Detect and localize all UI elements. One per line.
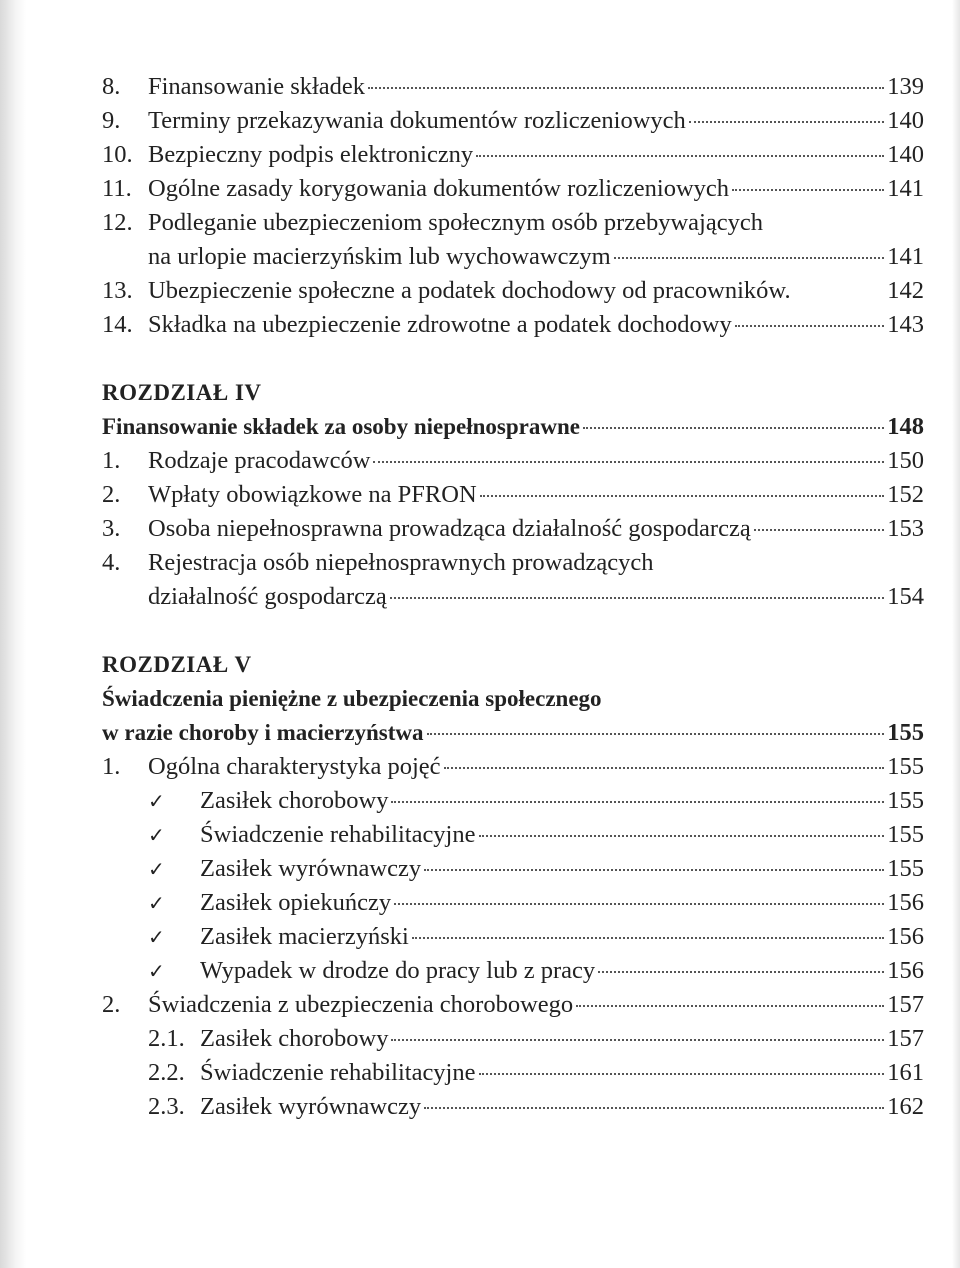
entry-page: 141 <box>887 175 924 202</box>
toc-subentry <box>102 1022 924 1056</box>
entry-title: Finansowanie składek <box>148 73 366 100</box>
toc-check-entry <box>102 784 924 818</box>
spacer <box>102 614 924 648</box>
toc-entry-continuation <box>102 240 924 274</box>
entry-number: 2. <box>102 481 121 508</box>
entry-title: Osoba niepełnosprawna prowadząca działalność gospodarczą <box>148 515 751 542</box>
toc-entry <box>102 546 924 580</box>
toc-check-entry <box>102 886 924 920</box>
dot-leader <box>583 427 884 429</box>
entry-number: 10. <box>102 141 133 168</box>
entry-title: Rejestracja osób niepełnosprawnych prowadzących <box>148 549 654 576</box>
entry-page: 150 <box>887 447 924 474</box>
toc-entry <box>102 70 924 104</box>
entry-page: 154 <box>887 583 924 610</box>
entry-title: Wpłaty obowiązkowe na PFRON <box>148 481 477 508</box>
entry-number: 12. <box>102 209 133 236</box>
entry-page: 156 <box>887 957 924 984</box>
entry-title: Zasiłek wyrównawczy <box>200 1093 422 1120</box>
dot-leader <box>368 87 884 89</box>
entry-page: 156 <box>887 889 924 916</box>
chapter-label: ROZDZIAŁ V <box>102 652 252 677</box>
entry-page: 141 <box>887 243 924 270</box>
chapter-page: 155 <box>887 719 924 746</box>
entry-page: 152 <box>887 481 924 508</box>
entry-title: Wypadek w drodze do pracy lub z pracy <box>200 957 596 984</box>
entry-page: 140 <box>887 107 924 134</box>
dot-leader <box>689 121 884 123</box>
entry-title: Podleganie ubezpieczeniom społecznym osób przebywających <box>148 209 763 236</box>
toc-entry <box>102 104 924 138</box>
toc-entry <box>102 444 924 478</box>
entry-title: Świadczenie rehabilitacyjne <box>200 821 476 848</box>
checkmark-icon: ✓ <box>148 959 165 983</box>
dot-leader <box>598 971 884 973</box>
entry-title: Zasiłek macierzyński <box>200 923 409 950</box>
entry-number: 2.2. <box>148 1059 185 1086</box>
entry-title: Świadczenie rehabilitacyjne <box>200 1059 476 1086</box>
dot-leader <box>394 903 884 905</box>
dot-leader <box>373 461 884 463</box>
entry-page: 153 <box>887 515 924 542</box>
entry-number: 8. <box>102 73 121 100</box>
toc-subentry <box>102 1056 924 1090</box>
entry-title: Świadczenia z ubezpieczenia chorobowego <box>148 991 574 1018</box>
chapter-title-row <box>102 410 924 444</box>
dot-leader <box>479 835 885 837</box>
table-of-contents <box>102 70 924 1124</box>
entry-number: 14. <box>102 311 133 338</box>
dot-leader <box>476 155 884 157</box>
entry-page: 142 <box>887 277 924 304</box>
dot-leader <box>424 869 884 871</box>
entry-title: Zasiłek wyrównawczy <box>200 855 422 882</box>
dot-leader <box>479 1073 885 1075</box>
toc-entry <box>102 478 924 512</box>
entry-number: 13. <box>102 277 133 304</box>
checkmark-icon: ✓ <box>148 823 165 847</box>
toc-check-entry <box>102 954 924 988</box>
entry-page: 162 <box>887 1093 924 1120</box>
entry-number: 3. <box>102 515 121 542</box>
entry-page: 143 <box>887 311 924 338</box>
toc-entry <box>102 138 924 172</box>
page-binding-shadow <box>0 0 26 1268</box>
dot-leader <box>735 325 885 327</box>
dot-leader <box>732 189 884 191</box>
entry-number: 1. <box>102 447 121 474</box>
chapter-title-row <box>102 716 924 750</box>
toc-entry <box>102 206 924 240</box>
entry-number: 1. <box>102 753 121 780</box>
entry-number: 9. <box>102 107 121 134</box>
entry-title: Bezpieczny podpis elektroniczny <box>148 141 474 168</box>
dot-leader <box>480 495 885 497</box>
toc-entry <box>102 308 924 342</box>
entry-number: 4. <box>102 549 121 576</box>
entry-page: 140 <box>887 141 924 168</box>
checkmark-icon: ✓ <box>148 891 165 915</box>
chapter-label: ROZDZIAŁ IV <box>102 380 262 405</box>
dot-leader <box>391 801 884 803</box>
toc-entry <box>102 172 924 206</box>
page-edge-shadow <box>952 0 960 1268</box>
checkmark-icon: ✓ <box>148 789 165 813</box>
entry-page: 155 <box>887 855 924 882</box>
dot-leader <box>390 597 884 599</box>
entry-page: 161 <box>887 1059 924 1086</box>
toc-check-entry <box>102 818 924 852</box>
chapter-title-continuation: w razie choroby i macierzyństwa <box>102 720 424 745</box>
toc-entry-continuation <box>102 580 924 614</box>
checkmark-icon: ✓ <box>148 857 165 881</box>
toc-subentry <box>102 1090 924 1124</box>
checkmark-icon: ✓ <box>148 925 165 949</box>
chapter-title: Finansowanie składek za osoby niepełnosprawne <box>102 414 580 439</box>
entry-number: 2.1. <box>148 1025 185 1052</box>
entry-page: 156 <box>887 923 924 950</box>
dot-leader <box>444 767 885 769</box>
entry-number: 2.3. <box>148 1093 185 1120</box>
dot-leader <box>424 1107 884 1109</box>
chapter-page: 148 <box>887 413 924 440</box>
entry-title: Zasiłek chorobowy <box>200 787 389 814</box>
entry-page: 157 <box>887 991 924 1018</box>
entry-page: 157 <box>887 1025 924 1052</box>
entry-page: 155 <box>887 753 924 780</box>
entry-title: Ogólne zasady korygowania dokumentów rozliczeniowych <box>148 175 730 202</box>
spacer <box>102 342 924 376</box>
entry-title: Ubezpieczenie społeczne a podatek dochodowy od pracowników. <box>148 277 791 304</box>
dot-leader <box>391 1039 884 1041</box>
toc-entry <box>102 988 924 1022</box>
toc-entry <box>102 750 924 784</box>
toc-entry <box>102 274 924 308</box>
entry-title: Rodzaje pracodawców <box>148 447 371 474</box>
toc-check-entry <box>102 920 924 954</box>
entry-number: 2. <box>102 991 121 1018</box>
entry-page: 139 <box>887 73 924 100</box>
entry-number: 11. <box>102 175 132 202</box>
dot-leader <box>614 257 885 259</box>
toc-entry <box>102 512 924 546</box>
entry-title: Zasiłek chorobowy <box>200 1025 389 1052</box>
entry-page: 155 <box>887 787 924 814</box>
chapter-title: Świadczenia pieniężne z ubezpieczenia społecznego <box>102 686 602 711</box>
entry-title: Składka na ubezpieczenie zdrowotne a podatek dochodowy <box>148 311 732 338</box>
entry-title-continuation: na urlopie macierzyńskim lub wychowawczym <box>148 243 611 270</box>
entry-title-continuation: działalność gospodarczą <box>148 583 387 610</box>
dot-leader <box>412 937 884 939</box>
entry-title: Terminy przekazywania dokumentów rozliczeniowych <box>148 107 686 134</box>
dot-leader <box>754 529 885 531</box>
dot-leader <box>427 733 885 735</box>
toc-check-entry <box>102 852 924 886</box>
dot-leader <box>576 1005 884 1007</box>
entry-page: 155 <box>887 821 924 848</box>
entry-title: Ogólna charakterystyka pojęć <box>148 753 441 780</box>
entry-title: Zasiłek opiekuńczy <box>200 889 392 916</box>
